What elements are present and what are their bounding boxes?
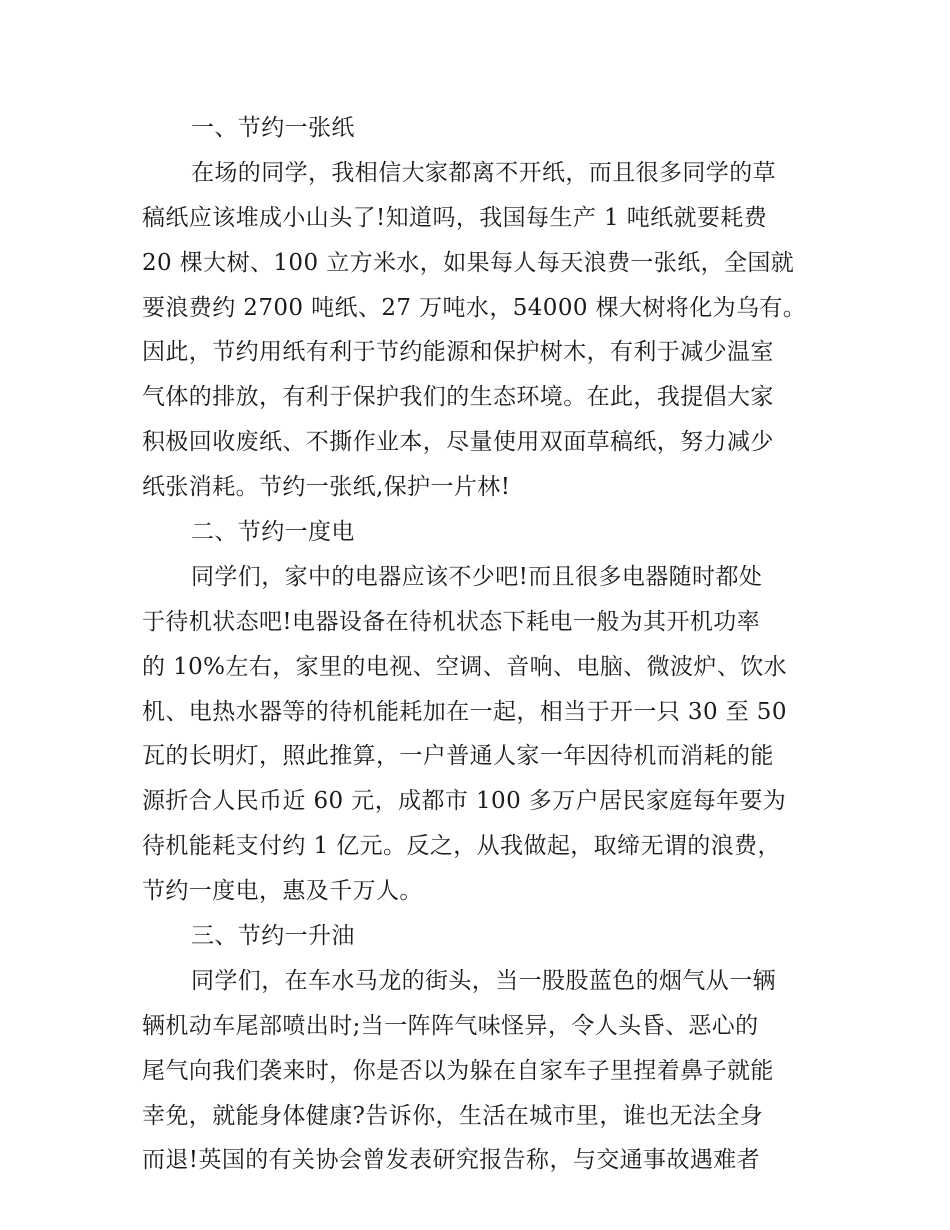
paragraph-line: 同学们，家中的电器应该不少吧!而且很多电器随时都处 <box>191 563 763 590</box>
paragraph-line: 20 棵大树、100 立方米水，如果每人每天浪费一张纸，全国就 <box>142 249 795 276</box>
paragraph-line: 在场的同学，我相信大家都离不开纸，而且很多同学的草 <box>191 159 776 186</box>
paragraph-line: 要浪费约 2700 吨纸、27 万吨水，54000 棵大树将化为乌有。 <box>142 294 807 321</box>
paragraph-line: 积极回收废纸、不撕作业本，尽量使用双面草稿纸，努力减少 <box>142 429 774 456</box>
paragraph-line: 幸免，就能身体健康?告诉你，生活在城市里，谁也无法全身 <box>142 1102 764 1129</box>
paragraph-line: 稿纸应该堆成小山头了!知道吗，我国每生产 1 吨纸就要耗费 <box>142 204 768 231</box>
section-heading-oil: 三、节约一升油 <box>191 923 355 950</box>
section-heading-electricity: 二、节约一度电 <box>191 519 355 546</box>
paragraph-line: 瓦的长明灯，照此推算，一户普通人家一年因待机而消耗的能 <box>142 743 774 770</box>
paragraph-line: 而退!英国的有关协会曾发表研究报告称，与交通事故遇难者 <box>142 1147 761 1174</box>
paragraph-line: 的 10%左右，家里的电视、空调、音响、电脑、微波炉、饮水 <box>142 653 788 680</box>
paragraph-line: 纸张消耗。节约一张纸,保护一片林! <box>142 474 511 501</box>
paragraph-line: 辆机动车尾部喷出时;当一阵阵气味怪异，令人头昏、恶心的 <box>142 1012 759 1039</box>
paragraph-line: 同学们，在车水马龙的街头，当一股股蓝色的烟气从一辆 <box>191 967 776 994</box>
paragraph-line: 机、电热水器等的待机能耗加在一起，相当于开一只 30 至 50 <box>142 698 787 725</box>
paragraph-line: 因此，节约用纸有利于节约能源和保护树木，有利于减少温室 <box>142 339 774 366</box>
paragraph-line: 气体的排放，有利于保护我们的生态环境。在此，我提倡大家 <box>142 384 774 411</box>
paragraph-line: 源折合人民币近 60 元，成都市 100 多万户居民家庭每年要为 <box>142 788 787 815</box>
paragraph-line: 待机能耗支付约 1 亿元。反之，从我做起，取缔无谓的浪费， <box>142 833 781 860</box>
section-heading-paper: 一、节约一张纸 <box>191 115 355 141</box>
paragraph-line: 尾气向我们袭来时，你是否以为躲在自家车子里捏着鼻子就能 <box>142 1057 774 1084</box>
document-body <box>142 106 814 1183</box>
paragraph-line: 于待机状态吧!电器设备在待机状态下耗电一般为其开机功率 <box>142 608 761 635</box>
paragraph-line: 节约一度电，惠及千万人。 <box>142 878 423 905</box>
